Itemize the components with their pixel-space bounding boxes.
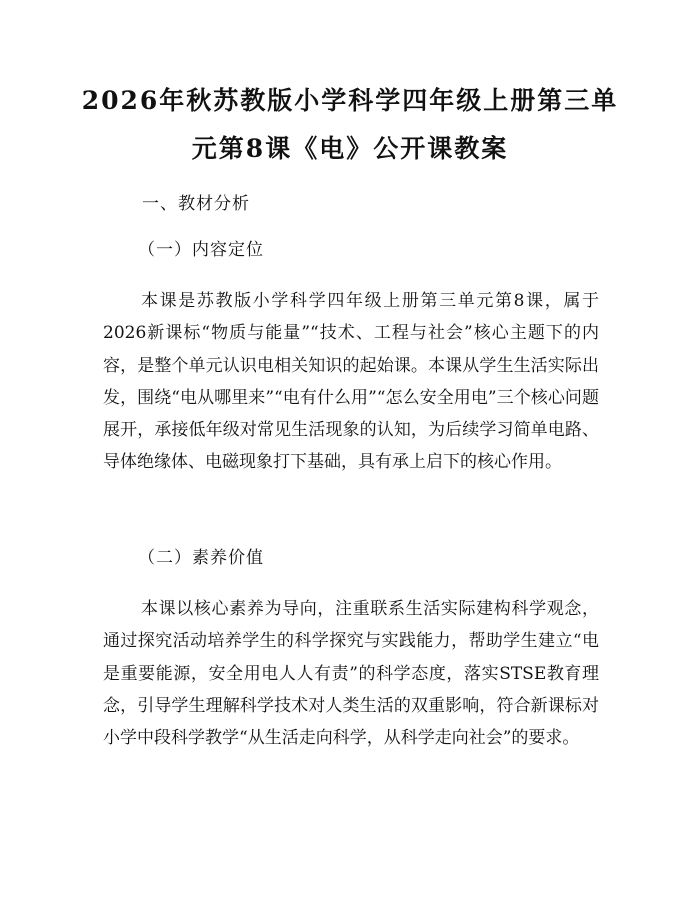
paragraph-content-positioning: 本课是苏教版小学科学四年级上册第三单元第8课，属于2026新课标“物质与能量”“技术、工程与社会”核心主题下的内容，是整个单元认识电相关知识的起始课。本课从学生生活实际出发，围绕“电从哪里来”“电有什么用”“怎么安全用电”三个核心问题展开，承接低年级对常见生活现象的认知，为后续学习简单电路、导体绝缘体、电磁现象打下基础，具有承上启下的核心作用。 xyxy=(103,291,599,473)
document-title-line-1: 2026年秋苏教版小学科学四年级上册第三单 xyxy=(81,86,619,115)
document-title-line-2: 元第8课《电》公开课教案 xyxy=(191,134,509,163)
paragraph-literacy-value: 本课以核心素养为导向，注重联系生活实际建构科学观念，通过探究活动培养学生的科学探究与实践能力，帮助学生建立“电是重要能源，安全用电人人有责”的科学态度，落实STSE教育理念，引导学生理解科学技术对人类生活的双重影响，符合新课标对小学中段科学教学“从生活走向科学，从科学走向社会”的要求。 xyxy=(103,599,599,749)
section-heading-textbook-analysis: 一、教材分析 xyxy=(142,194,250,214)
subsection-heading-content-positioning: （一）内容定位 xyxy=(138,240,264,260)
subsection-heading-literacy-value: （二）素养价值 xyxy=(138,548,264,568)
